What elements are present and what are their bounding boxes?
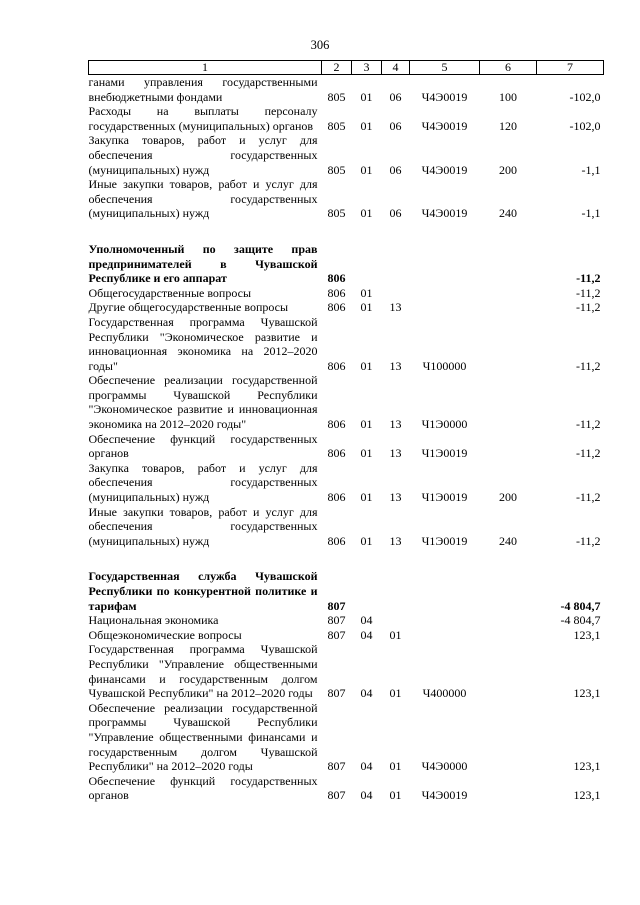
- row-expense-type-cell: 200: [499, 490, 517, 505]
- row-subsection-cell: [382, 242, 410, 286]
- row-section-cell: [352, 242, 382, 286]
- row-subsection-cell: 13: [389, 358, 402, 373]
- row-amount-cell: 123,1: [573, 788, 601, 803]
- table-row: [89, 104, 604, 133]
- row-name-cell: Обеспечение реализации государственной программы Чувашской Республики "Управление общественными финансами и государственным долгом Чувашской Республики" на 2012–2020 годы: [88, 700, 318, 774]
- row-target-code-cell: Ч4Э0019: [421, 89, 468, 104]
- table-row: [89, 286, 604, 301]
- row-name-cell: Другие общегосударственные вопросы: [88, 300, 289, 315]
- table-row: [89, 432, 604, 461]
- row-subsection-cell: [382, 569, 410, 613]
- row-subsection-cell: 06: [389, 118, 402, 133]
- row-expense-type-cell: [480, 774, 537, 803]
- row-ministry-cell: 805: [327, 118, 346, 133]
- row-subsection-cell: 01: [389, 627, 402, 642]
- row-ministry-cell: 806: [327, 417, 346, 432]
- row-amount-cell: 123,1: [573, 686, 601, 701]
- row-ministry-cell: 805: [327, 162, 346, 177]
- row-target-code-cell: Ч4Э0019: [421, 162, 468, 177]
- row-section-cell: 04: [360, 759, 373, 774]
- row-name-cell: Государственная служба Чувашской Республики по конкурентной политике и тарифам: [88, 569, 318, 613]
- row-amount-cell: -11,2: [576, 271, 601, 286]
- row-expense-type-cell: 120: [499, 118, 517, 133]
- row-ministry-cell: 806: [327, 271, 346, 286]
- row-subsection-cell: 13: [389, 417, 402, 432]
- row-name-cell: Общегосударственные вопросы: [88, 285, 252, 300]
- row-section-cell: 04: [360, 788, 373, 803]
- table-row: [89, 569, 604, 613]
- row-amount-cell: -11,2: [575, 417, 601, 432]
- row-target-code-cell: Ч100000: [422, 358, 467, 373]
- row-ministry-cell: 806: [327, 358, 346, 373]
- table-row: [89, 613, 604, 628]
- row-amount-cell: 123,1: [573, 627, 601, 642]
- table-row: [89, 242, 604, 286]
- row-target-code-cell: [410, 242, 480, 286]
- row-ministry-cell: 807: [327, 613, 346, 628]
- row-subsection-cell: 06: [389, 206, 402, 221]
- row-expense-type-cell: [480, 642, 537, 700]
- row-name-cell: Национальная экономика: [88, 613, 219, 628]
- row-target-code-cell: [410, 628, 480, 643]
- row-ministry-cell: 806: [327, 285, 346, 300]
- row-ministry-cell: 806: [327, 490, 346, 505]
- row-subsection-cell: 01: [389, 686, 402, 701]
- row-section-cell: 01: [360, 358, 373, 373]
- row-name-cell: Обеспечение функций государственных органов: [88, 773, 318, 803]
- table-row: [89, 701, 604, 774]
- row-section-cell: 01: [360, 89, 373, 104]
- row-name-cell: Общеэкономические вопросы: [88, 627, 242, 642]
- row-name-cell: Государственная программа Чувашской Республики "Управление общественными финансами и государственным долгом Чувашской Республики" на 2012–2020 годы: [88, 642, 318, 701]
- table-row: [89, 461, 604, 505]
- table-row: [89, 300, 604, 315]
- row-target-code-cell: Ч1Э0000: [421, 417, 468, 432]
- row-expense-type-cell: 240: [499, 206, 517, 221]
- row-subsection-cell: 06: [389, 89, 402, 104]
- row-target-code-cell: [410, 613, 480, 628]
- row-name-cell: Иные закупки товаров, работ и услуг для обеспечения государственных (муниципальных) нужд: [88, 177, 318, 221]
- row-section-cell: 01: [360, 118, 373, 133]
- row-expense-type-cell: [480, 315, 537, 373]
- row-target-code-cell: Ч1Э0019: [421, 446, 468, 461]
- row-section-cell: 01: [360, 446, 373, 461]
- column-header: 5: [410, 61, 480, 75]
- row-amount-cell: -1,1: [581, 206, 601, 221]
- row-ministry-cell: 806: [327, 446, 346, 461]
- row-name-cell: Иные закупки товаров, работ и услуг для обеспечения государственных (муниципальных) нужд: [88, 504, 318, 548]
- table-row: [89, 315, 604, 373]
- row-expense-type-cell: [480, 373, 537, 431]
- table-header-row: [89, 61, 604, 75]
- table-row: [89, 774, 604, 803]
- table-row: [89, 628, 604, 643]
- row-ministry-cell: 807: [327, 627, 346, 642]
- column-header: 3: [352, 61, 382, 75]
- row-section-cell: 01: [360, 417, 373, 432]
- row-name-cell: ганами управления государственными внебюджетными фондами: [88, 75, 318, 104]
- row-expense-type-cell: 240: [499, 533, 517, 548]
- table-row: [89, 75, 604, 105]
- row-expense-type-cell: [480, 242, 537, 286]
- row-ministry-cell: 805: [327, 206, 346, 221]
- row-name-cell: Обеспечение функций государственных органов: [88, 431, 318, 461]
- row-target-code-cell: Ч400000: [422, 686, 467, 701]
- table-row: [89, 505, 604, 549]
- row-expense-type-cell: [480, 300, 537, 315]
- row-target-code-cell: Ч1Э0019: [421, 533, 468, 548]
- row-section-cell: 01: [360, 206, 373, 221]
- row-target-code-cell: Ч4Э0019: [421, 788, 468, 803]
- row-section-cell: 04: [360, 613, 373, 628]
- row-amount-cell: -4 804,7: [560, 598, 601, 613]
- row-subsection-cell: [382, 286, 410, 301]
- table-body: [89, 75, 604, 803]
- row-ministry-cell: 807: [327, 598, 346, 613]
- row-ministry-cell: 807: [327, 686, 346, 701]
- row-target-code-cell: [410, 286, 480, 301]
- row-expense-type-cell: [480, 628, 537, 643]
- row-amount-cell: -11,2: [575, 533, 601, 548]
- row-name-cell: Государственная программа Чувашской Республики "Экономическое развитие и инновационная экономика на 2012–2020 годы": [88, 314, 318, 373]
- row-target-code-cell: Ч4Э0019: [421, 118, 468, 133]
- table-row: [89, 177, 604, 221]
- column-header: 4: [382, 61, 410, 75]
- row-section-cell: 01: [360, 533, 373, 548]
- row-ministry-cell: 806: [327, 533, 346, 548]
- table-row: [89, 373, 604, 431]
- row-amount-cell: -11,2: [575, 490, 601, 505]
- row-target-code-cell: [410, 569, 480, 613]
- row-amount-cell: -1,1: [581, 162, 601, 177]
- column-header: 2: [322, 61, 352, 75]
- row-amount-cell: -11,2: [575, 285, 601, 300]
- row-expense-type-cell: [480, 613, 537, 628]
- row-ministry-cell: 807: [327, 788, 346, 803]
- row-ministry-cell: 805: [327, 89, 346, 104]
- row-amount-cell: -102,0: [569, 89, 601, 104]
- row-expense-type-cell: 200: [499, 162, 517, 177]
- row-amount-cell: -11,2: [575, 300, 601, 315]
- column-header: 1: [89, 61, 322, 75]
- spacer-cell: [89, 548, 604, 569]
- row-subsection-cell: 13: [389, 300, 402, 315]
- row-ministry-cell: 807: [327, 759, 346, 774]
- table-row: [89, 642, 604, 700]
- row-section-cell: [352, 569, 382, 613]
- row-name-cell: Расходы на выплаты персоналу государственных (муниципальных) органов: [88, 104, 318, 133]
- row-section-cell: 01: [360, 285, 373, 300]
- spacer-cell: [89, 221, 604, 242]
- row-expense-type-cell: 100: [499, 89, 517, 104]
- row-name-cell: Обеспечение реализации государственной программы Чувашской Республики "Экономическое развитие и инновационная экономика на 2012–2020 годы": [88, 373, 318, 432]
- row-section-cell: 04: [360, 686, 373, 701]
- row-amount-cell: -102,0: [569, 118, 601, 133]
- row-subsection-cell: [382, 613, 410, 628]
- row-section-cell: 01: [360, 490, 373, 505]
- row-expense-type-cell: [480, 569, 537, 613]
- column-header: 7: [537, 61, 604, 75]
- row-target-code-cell: Ч4Э0000: [421, 759, 468, 774]
- row-amount-cell: -4 804,7: [560, 613, 601, 628]
- row-expense-type-cell: [480, 701, 537, 774]
- row-subsection-cell: 13: [389, 446, 402, 461]
- spacer-row: [89, 548, 604, 569]
- row-amount-cell: -11,2: [575, 358, 601, 373]
- row-expense-type-cell: [480, 286, 537, 301]
- spacer-row: [89, 221, 604, 242]
- row-subsection-cell: 13: [389, 533, 402, 548]
- column-header: 6: [480, 61, 537, 75]
- table-row: [89, 133, 604, 177]
- row-target-code-cell: [410, 300, 480, 315]
- row-section-cell: 01: [360, 162, 373, 177]
- row-expense-type-cell: [480, 432, 537, 461]
- row-target-code-cell: Ч4Э0019: [421, 206, 468, 221]
- row-section-cell: 04: [360, 627, 373, 642]
- budget-table: [88, 60, 604, 803]
- row-name-cell: Закупка товаров, работ и услуг для обеспечения государственных (муниципальных) нужд: [88, 460, 318, 505]
- row-amount-cell: 123,1: [573, 759, 601, 774]
- row-subsection-cell: 06: [389, 162, 402, 177]
- row-name-cell: Уполномоченный по защите прав предпринимателей в Чувашской Республике и его аппарат: [88, 241, 318, 286]
- row-target-code-cell: Ч1Э0019: [421, 490, 468, 505]
- row-ministry-cell: 806: [327, 300, 346, 315]
- row-subsection-cell: 13: [389, 490, 402, 505]
- row-subsection-cell: 01: [389, 788, 402, 803]
- row-subsection-cell: 01: [389, 759, 402, 774]
- row-amount-cell: -11,2: [575, 446, 601, 461]
- row-name-cell: Закупка товаров, работ и услуг для обеспечения государственных (муниципальных) нужд: [88, 133, 318, 177]
- page-number: 306: [310, 38, 330, 52]
- row-section-cell: 01: [360, 300, 373, 315]
